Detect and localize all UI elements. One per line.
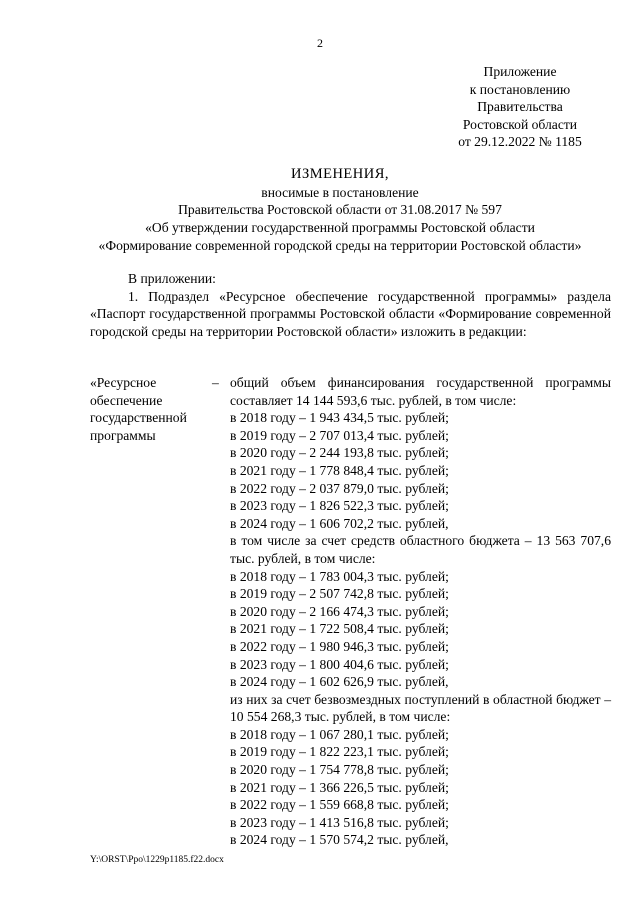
heading-title: ИЗМЕНЕНИЯ, — [290, 166, 390, 182]
year-amount-line: в 2022 году – 2 037 879,0 тыс. рублей; — [230, 480, 449, 496]
intro-paragraph: В приложении: — [128, 271, 216, 286]
heading-line: «Об утверждении государственной программы Ростовской области — [145, 220, 535, 236]
file-path-footer: Y:\ORST\Ppo\1229p1185.f22.docx — [90, 855, 224, 865]
appendix-block — [440, 63, 600, 151]
year-amount-line: в 2021 году – 1 722 508,4 тыс. рублей; — [230, 621, 449, 637]
intro-section — [90, 270, 611, 340]
appendix-line: Ростовской области — [462, 116, 578, 132]
year-amount-line: в 2018 году – 1 783 004,3 тыс. рублей; — [230, 568, 449, 584]
regional-years-list — [230, 568, 611, 691]
year-amount-line: в 2018 году – 1 943 434,5 тыс. рублей; — [230, 410, 449, 426]
appendix-line: Приложение — [483, 64, 557, 79]
year-amount-line: в 2018 году – 1 067 280,1 тыс. рублей; — [230, 726, 449, 742]
document-heading — [60, 166, 620, 255]
regional-funding-text: в том числе за счет средств областного бюджета – 13 563 707,6 тыс. рублей, в том числе: — [230, 533, 611, 566]
grants-years-list — [230, 726, 611, 849]
grants-funding-text: из них за счет безвозмездных поступлений в областной бюджет – 10 554 268,3 тыс. рублей, в том числе: — [230, 691, 611, 725]
year-amount-line: в 2023 году – 1 826 522,3 тыс. рублей; — [230, 498, 449, 514]
appendix-line: Правительства — [477, 99, 563, 114]
year-amount-line: в 2023 году – 1 413 516,8 тыс. рублей; — [230, 814, 449, 830]
year-amount-line: в 2020 году – 2 166 474,3 тыс. рублей; — [230, 603, 449, 619]
page-number: 2 — [317, 36, 323, 50]
passport-content — [230, 374, 611, 849]
year-amount-line: в 2021 году – 1 778 848,4 тыс. рублей; — [230, 462, 449, 478]
year-amount-line: в 2019 году – 1 822 223,1 тыс. рублей; — [230, 744, 449, 760]
appendix-line: к постановлению — [469, 81, 571, 97]
total-years-list — [230, 409, 611, 532]
year-amount-line: в 2024 году – 1 606 702,2 тыс. рублей, — [230, 515, 449, 531]
heading-line: Правительства Ростовской области от 31.08.2017 № 597 — [178, 202, 502, 218]
year-amount-line: в 2022 году – 1 559 668,8 тыс. рублей; — [230, 797, 449, 813]
year-amount-line: в 2021 году – 1 366 226,5 тыс. рублей; — [230, 779, 449, 795]
passport-dash: – — [212, 375, 219, 390]
year-amount-line: в 2023 году – 1 800 404,6 тыс. рублей; — [230, 656, 449, 672]
year-amount-line: в 2024 году – 1 570 574,2 тыс. рублей, — [230, 832, 449, 848]
passport-label: «Ресурсное обеспечение государственной программы — [90, 375, 187, 443]
heading-line: вносимые в постановление — [261, 184, 419, 200]
year-amount-line: в 2020 году – 2 244 193,8 тыс. рублей; — [230, 445, 449, 461]
year-amount-line: в 2022 году – 1 980 946,3 тыс. рублей; — [230, 638, 449, 654]
appendix-line: от 29.12.2022 № 1185 — [458, 134, 582, 149]
year-amount-line: в 2024 году – 1 602 626,9 тыс. рублей, — [230, 674, 449, 690]
year-amount-line: в 2019 году – 2 707 013,4 тыс. рублей; — [230, 427, 449, 443]
total-funding-text: общий объем финансирования государственной программы составляет 14 144 593,6 тыс. рублей, в том числе: — [230, 375, 611, 408]
year-amount-line: в 2020 году – 1 754 778,8 тыс. рублей; — [230, 762, 449, 778]
heading-line: «Формирование современной городской среды на территории Ростовской области» — [98, 237, 582, 253]
intro-paragraph: 1. Подраздел «Ресурсное обеспечение государственной программы» раздела «Паспорт государственной программы Ростовской области «Формирование современной городской среды на территории Ростовской области» изложить в редакции: — [90, 288, 611, 339]
year-amount-line: в 2019 году – 2 507 742,8 тыс. рублей; — [230, 586, 449, 602]
